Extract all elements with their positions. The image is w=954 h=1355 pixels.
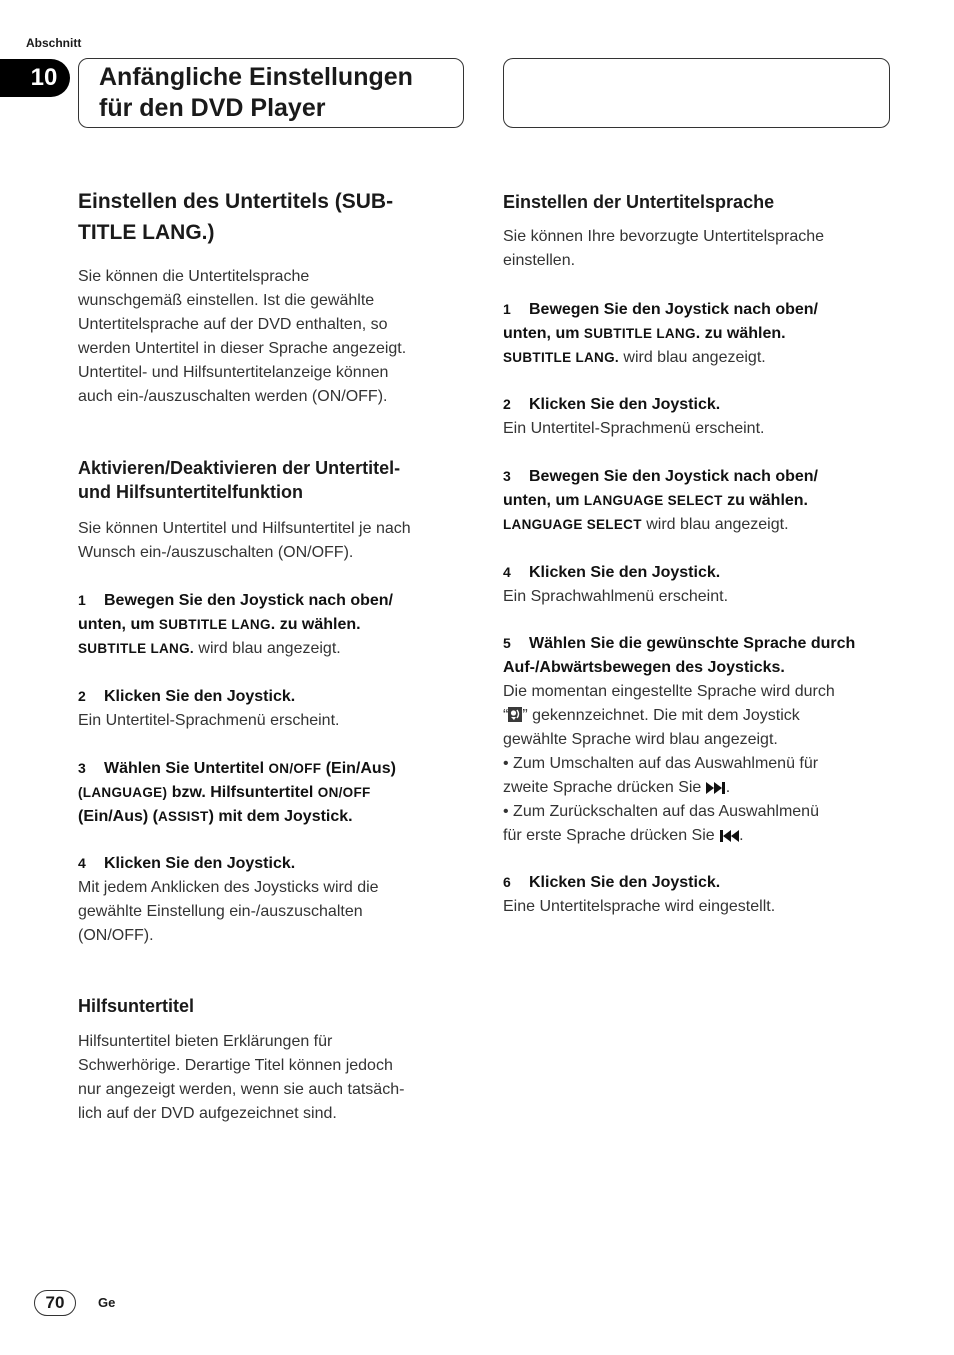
section-heading bbox=[78, 186, 393, 248]
step-number: 1 bbox=[503, 301, 511, 317]
right-step-2 bbox=[503, 392, 764, 441]
step-number: 2 bbox=[503, 396, 511, 412]
previous-track-icon bbox=[719, 830, 739, 842]
step-text: Ein Sprachwahlmenü erscheint. bbox=[503, 588, 729, 605]
menu-item-label: SUBTITLE LANG bbox=[583, 326, 696, 341]
menu-item-label: ON/OFF bbox=[268, 761, 322, 776]
step-text: wird blau angezeigt. bbox=[193, 640, 341, 657]
right-step-6 bbox=[503, 870, 775, 919]
speech-icon bbox=[508, 707, 522, 722]
help-heading: Hilfsuntertitel bbox=[78, 996, 195, 1016]
step-number: 1 bbox=[78, 592, 86, 608]
step-text: zu wählen. bbox=[722, 492, 808, 509]
step-text: Klicken Sie den Joystick. bbox=[104, 855, 296, 872]
section-label: Abschnitt bbox=[26, 36, 82, 50]
text-line: Sie können die Untertitelsprache bbox=[78, 268, 310, 285]
step-number: 2 bbox=[78, 688, 86, 704]
subsection-heading bbox=[78, 456, 400, 504]
right-step-3 bbox=[503, 464, 818, 537]
subsection-intro bbox=[78, 517, 411, 565]
language-code: Ge bbox=[98, 1295, 116, 1310]
text-line: lich auf der DVD aufgezeichnet sind. bbox=[78, 1105, 337, 1122]
help-text bbox=[78, 1030, 404, 1126]
page-number: 70 bbox=[34, 1290, 76, 1316]
text-line: Wunsch ein-/auszuschalten (ON/OFF). bbox=[78, 544, 354, 561]
step-number: 4 bbox=[503, 564, 511, 580]
step-text: wird blau angezeigt. bbox=[618, 349, 766, 366]
step-number: 4 bbox=[78, 855, 86, 871]
step-text: unten, um bbox=[78, 616, 159, 633]
right-step-4 bbox=[503, 560, 728, 609]
subsection-heading-line1: Aktivieren/Deaktivieren der Untertitel- bbox=[78, 458, 401, 478]
step-text: Bewegen Sie den Joystick nach oben/ bbox=[529, 468, 818, 485]
empty-header-box bbox=[503, 58, 890, 128]
text-line: Untertitelsprache auf der DVD enthalten, so bbox=[78, 316, 388, 333]
step-text: Ein Untertitel-Sprachmenü erscheint. bbox=[503, 420, 765, 437]
step-text: • Zum Umschalten auf das Auswahlmenü für bbox=[503, 755, 819, 772]
text-line: Schwerhörige. Derartige Titel können jedoch bbox=[78, 1057, 393, 1074]
step-text: Auf-/Abwärtsbewegen des Joysticks. bbox=[503, 659, 785, 676]
section-heading-line1: Einstellen des Untertitels (SUB- bbox=[78, 190, 394, 213]
step-text: Klicken Sie den Joystick. bbox=[529, 396, 721, 413]
step-text: zweite Sprache drücken Sie bbox=[503, 779, 706, 796]
chapter-number-tab: 10 bbox=[0, 59, 70, 97]
step-text: Bewegen Sie den Joystick nach oben/ bbox=[104, 592, 393, 609]
text-line: Untertitel- und Hilfsuntertitelanzeige können bbox=[78, 364, 389, 381]
menu-item-label: SUBTITLE LANG. bbox=[503, 350, 619, 365]
step-2 bbox=[78, 684, 339, 733]
chapter-title-line2: für den DVD Player bbox=[99, 94, 326, 122]
subsection-heading-line2: und Hilfsuntertitelfunktion bbox=[78, 482, 303, 502]
step-number: 6 bbox=[503, 874, 511, 890]
step-text: Klicken Sie den Joystick. bbox=[104, 688, 296, 705]
step-text: Ein Untertitel-Sprachmenü erscheint. bbox=[78, 712, 340, 729]
step-text: • Zum Zurückschalten auf das Auswahlmenü bbox=[503, 803, 819, 820]
menu-item-label: ASSIST bbox=[158, 809, 209, 824]
step-text: wird blau angezeigt. bbox=[641, 516, 789, 533]
text-line: Hilfsuntertitel bieten Erklärungen für bbox=[78, 1033, 333, 1050]
step-text: Wählen Sie Untertitel bbox=[104, 760, 269, 777]
chapter-title-line1: Anfängliche Einstellungen bbox=[99, 63, 413, 91]
step-text: Eine Untertitelsprache wird eingestellt. bbox=[503, 898, 776, 915]
step-1 bbox=[78, 588, 393, 661]
step-text: ) mit dem Joystick. bbox=[208, 808, 353, 825]
step-number: 3 bbox=[503, 468, 511, 484]
next-track-icon bbox=[706, 782, 726, 794]
step-text: ” gekennzeichnet. Die mit dem Joystick bbox=[522, 707, 800, 724]
menu-item-label: LANGUAGE SELECT bbox=[583, 493, 723, 508]
step-text: Die momentan eingestellte Sprache wird durch bbox=[503, 683, 835, 700]
step-3 bbox=[78, 756, 396, 829]
section-intro bbox=[78, 265, 406, 409]
text-line: einstellen. bbox=[503, 252, 576, 269]
right-heading: Einstellen der Untertitelsprache bbox=[503, 192, 775, 212]
step-text: gewählte Sprache wird blau angezeigt. bbox=[503, 731, 778, 748]
menu-item-label: SUBTITLE LANG bbox=[158, 617, 271, 632]
step-text: für erste Sprache drücken Sie bbox=[503, 827, 720, 844]
menu-item-label: ON/OFF bbox=[317, 785, 371, 800]
text-line: auch ein-/auszuschalten werden (ON/OFF). bbox=[78, 388, 388, 405]
step-text: (Ein/Aus) bbox=[321, 760, 396, 777]
step-text: unten, um bbox=[503, 492, 584, 509]
step-text: gewählte Einstellung ein-/auszuschalten bbox=[78, 903, 363, 920]
step-text: unten, um bbox=[503, 325, 584, 342]
step-number: 3 bbox=[78, 760, 86, 776]
step-text: (ON/OFF). bbox=[78, 927, 154, 944]
menu-item-label: (LANGUAGE) bbox=[78, 785, 168, 800]
step-text: “ bbox=[503, 707, 509, 724]
step-text: . zu wählen. bbox=[270, 616, 361, 633]
step-text: Bewegen Sie den Joystick nach oben/ bbox=[529, 301, 818, 318]
step-text: . bbox=[725, 779, 731, 796]
step-text: Wählen Sie die gewünschte Sprache durch bbox=[529, 635, 856, 652]
step-text: Mit jedem Anklicken des Joysticks wird die bbox=[78, 879, 379, 896]
step-number: 5 bbox=[503, 635, 511, 651]
right-intro bbox=[503, 225, 824, 273]
text-line: Sie können Ihre bevorzugte Untertitelsprache bbox=[503, 228, 825, 245]
text-line: wunschgemäß einstellen. Ist die gewählte bbox=[78, 292, 375, 309]
step-4 bbox=[78, 851, 379, 948]
text-line: nur angezeigt werden, wenn sie auch tatsäch- bbox=[78, 1081, 405, 1098]
step-text: (Ein/Aus) ( bbox=[78, 808, 158, 825]
step-text: Klicken Sie den Joystick. bbox=[529, 564, 721, 581]
chapter-title-box bbox=[78, 58, 464, 128]
step-text: Klicken Sie den Joystick. bbox=[529, 874, 721, 891]
section-heading-line2: TITLE LANG.) bbox=[78, 221, 215, 244]
text-line: werden Untertitel in dieser Sprache angezeigt. bbox=[78, 340, 407, 357]
right-step-1 bbox=[503, 297, 818, 370]
step-text: . bbox=[739, 827, 744, 844]
step-text: . zu wählen. bbox=[695, 325, 786, 342]
menu-item-label: SUBTITLE LANG. bbox=[78, 641, 194, 656]
right-step-5 bbox=[503, 631, 855, 848]
menu-item-label: LANGUAGE SELECT bbox=[503, 517, 642, 532]
step-text: bzw. Hilfsuntertitel bbox=[167, 784, 318, 801]
text-line: Sie können Untertitel und Hilfsuntertitel je nach bbox=[78, 520, 411, 537]
